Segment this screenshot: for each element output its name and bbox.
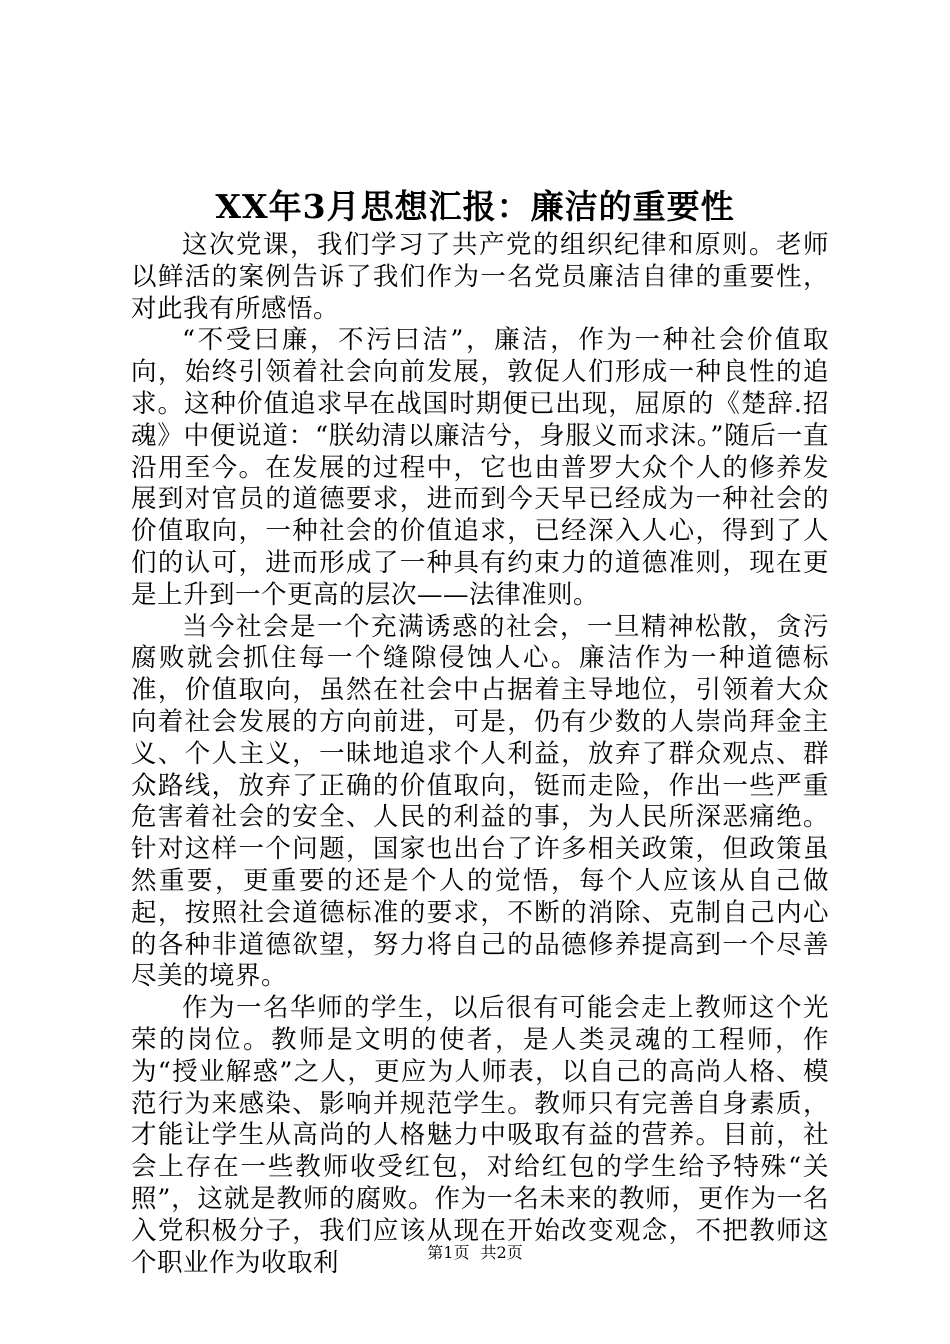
paragraph: 这次党课，我们学习了共产党的组织纪律和原则。老师以鲜活的案例告诉了我们作为一名党员廉洁自律的重要性，对此我有所感悟。: [131, 230, 829, 324]
paragraph: “不受曰廉，不污曰洁”，廉洁，作为一种社会价值取向，始终引领着社会向前发展，敦促人们形成一种良性的追求。这种价值追求早在战国时期便已出现，屈原的《楚辞.招魂》中便说道：“朕幼清以廉洁兮，身服义而求沫。”随后一直沿用至今。在发展的过程中，它也由普罗大众个人的修养发展到对官员的道德要求，进而到今天早已经成为一种社会的价值取向，一种社会的价值追求，已经深入人心，得到了人们的认可，进而形成了一种具有约束力的道德准则，现在更是上升到一个更高的层次——法律准则。: [131, 325, 829, 610]
page-number-footer: 第1页 共2页: [427, 1243, 523, 1262]
paragraph: 当今社会是一个充满诱惑的社会，一旦精神松散，贪污腐败就会抓住每一个缝隙侵蚀人心。廉洁作为一种道德标准，价值取向，虽然在社会中占据着主导地位，引领着大众向着社会发展的方向前进，可是，仍有少数的人崇尚拜金主义、个人主义，一昧地追求个人利益，放弃了群众观点、群众路线，放弃了正确的价值取向，铤而走险，作出一些严重危害着社会的安全、人民的利益的事，为人民所深恶痛绝。针对这样一个问题，国家也出台了许多相关政策，但政策虽然重要，更重要的还是个人的觉悟，每个人应该从自己做起，按照社会道德标准的要求，不断的消除、克制自己内心的各种非道德欲望，努力将自己的品德修养提高到一个尽善尽美的境界。: [131, 611, 829, 992]
document-body: [131, 230, 829, 1279]
document-title: XX年3月思想汇报：廉洁的重要性: [215, 187, 735, 226]
paragraph: 作为一名华师的学生，以后很有可能会走上教师这个光荣的岗位。教师是文明的使者，是人类灵魂的工程师，作为“授业解惑”之人，更应为人师表，以自己的高尚人格、模范行为来感染、影响并规范学生。教师只有完善自身素质，才能让学生从高尚的人格魅力中吸取有益的营养。目前，社会上存在一些教师收受红包，对给红包的学生给予特殊“关照”，这就是教师的腐败。作为一名未来的教师，更作为一名入党积极分子，我们应该从现在开始改变观念，不把教师这个职业作为收取利: [131, 993, 829, 1278]
